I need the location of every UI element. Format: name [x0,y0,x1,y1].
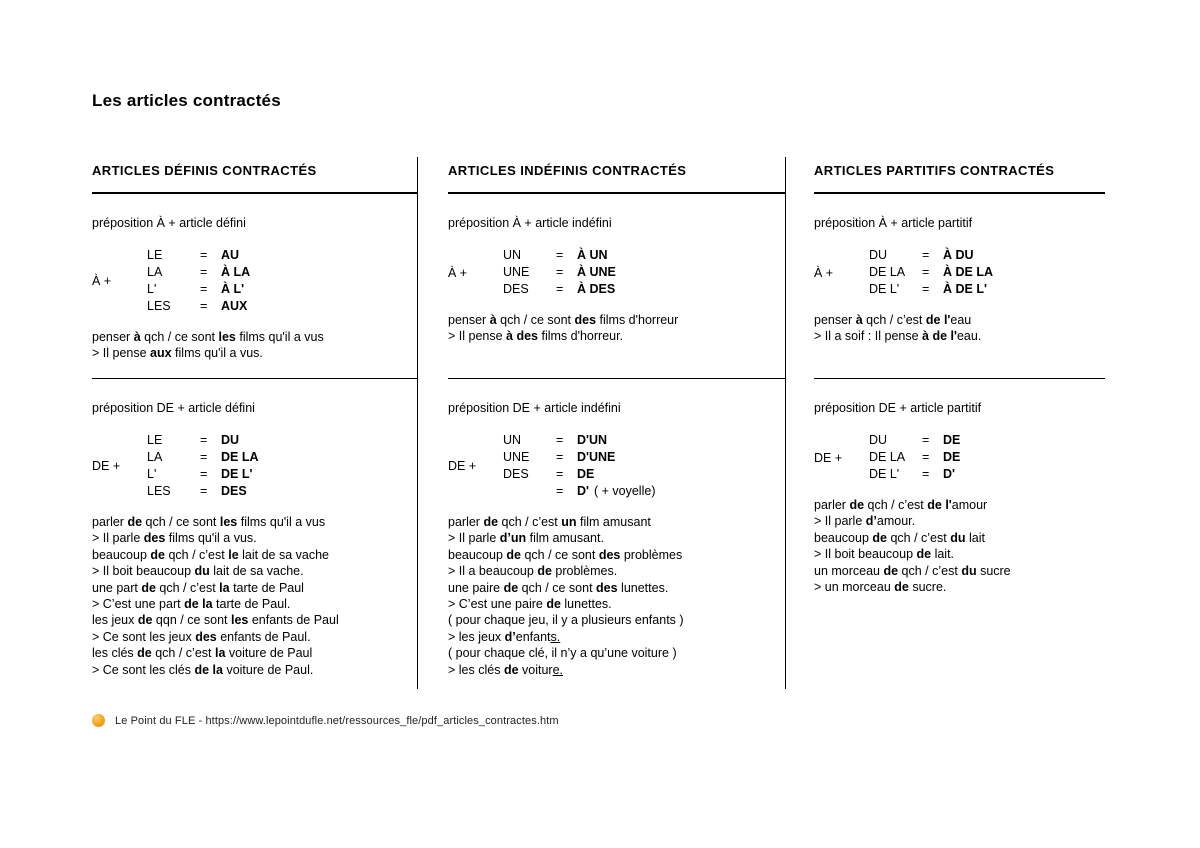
table-row [147,449,259,466]
article-cell: L' [147,282,157,296]
examples-block [448,514,785,678]
article-cell: DE LA [869,265,906,279]
table-rows [147,247,250,315]
column-header-partitifs: ARTICLES PARTITIFS CONTRACTÉS [814,157,1105,194]
result-cell: AUX [221,299,248,313]
table-rows [869,432,960,483]
contraction-table [448,247,785,298]
table-row [147,483,259,500]
result-cell: D'UN [577,433,608,447]
section-label: préposition À + article indéfini [448,216,612,230]
example-line: parler de qch / c’est de l'amour [814,498,988,512]
example-line: penser à qch / ce sont des films d'horreur [448,313,679,327]
section-de-plus-defini [92,379,417,678]
table-row [869,281,993,298]
column-articles-indefinis [417,157,785,689]
example-line: penser à qch / ce sont les films qu'il a vus [92,330,324,344]
article-cell: DES [503,282,529,296]
table-row [147,247,250,264]
equals-sign: = [200,265,208,279]
section-label: préposition À + article partitif [814,216,973,230]
preposition-prefix: DE + [814,450,843,465]
article-cell: DE LA [869,450,906,464]
example-line: > un morceau de sucre. [814,580,947,595]
equals-sign: = [200,450,208,464]
equals-sign: = [922,282,930,296]
contraction-table [814,247,1105,298]
table-rows [503,432,655,500]
example-line: > les clés de voiture. [448,662,564,677]
footer [92,714,559,727]
result-cell: DES [221,484,247,498]
article-cell: LA [147,265,163,279]
table-row [503,466,655,483]
section-label: préposition DE + article défini [92,401,255,415]
example-line: > Il parle des films qu'il a vus. [92,531,257,546]
example-line: parler de qch / c’est un film amusant [448,515,651,529]
column-articles-partitifs [785,157,1105,689]
result-cell: À LA [221,265,251,279]
preposition-prefix: À + [814,265,834,280]
equals-sign: = [922,265,930,279]
example-line: > Ce sont les jeux des enfants de Paul. [92,629,311,644]
result-cell: À UN [577,248,608,262]
equals-sign: = [556,265,564,279]
section-de-plus-partitif [814,379,1105,595]
table-row [869,247,993,264]
result-cell: À DES [577,282,616,296]
result-cell: À DU [943,248,974,262]
equals-sign: = [556,282,564,296]
table-row [869,466,960,483]
example-line: > Ce sont les clés de la voiture de Paul. [92,662,314,677]
result-cell: À UNE [577,265,616,279]
table-row [147,432,259,449]
section-label: préposition À + article défini [92,216,246,230]
article-cell: UN [503,248,522,262]
preposition-prefix: DE + [92,459,121,473]
example-line: beaucoup de qch / ce sont des problèmes [448,547,683,562]
example-line: penser à qch / c’est de l'eau [814,313,972,327]
table-row [503,432,655,449]
result-cell: DE [943,433,961,447]
table-row [869,264,993,281]
equals-sign: = [556,450,564,464]
equals-sign: = [922,248,930,262]
example-line: > C’est une part de la tarte de Paul. [92,597,291,612]
preposition-prefix: À + [92,274,112,288]
table-row [503,264,616,281]
source-attribution: Le Point du FLE - https://www.lepointdufle.net/ressources_fle/pdf_articles_contractes.htm [115,714,559,727]
article-cell: UN [503,433,522,447]
table-rows [503,247,616,298]
table-row [147,281,250,298]
result-cell: À DE LA [943,265,993,279]
section-a-plus-indefini [448,194,785,379]
result-note: ( + voyelle) [594,484,656,498]
section-label: préposition DE + article partitif [814,401,982,415]
article-cell: DU [869,248,888,262]
page-title: Les articles contractés [92,91,281,110]
contraction-table [814,432,1105,483]
section-label: préposition DE + article indéfini [448,401,621,415]
article-cell: DES [503,467,529,481]
equals-sign: = [556,433,564,447]
article-cell: DE L' [869,467,900,481]
result-cell: DE L' [221,467,253,481]
example-line: > Il a soif : Il pense à de l'eau. [814,329,982,344]
contraction-table [92,432,417,500]
equals-sign: = [200,433,208,447]
table-row [503,247,616,264]
result-cell: DE [577,467,595,481]
result-cell: À L' [221,282,245,296]
section-a-plus-partitif [814,194,1105,379]
table-row [147,298,250,315]
result-cell: À DE L' [943,282,987,296]
examples-block [92,329,417,362]
article-cell: L' [147,467,157,481]
equals-sign: = [556,248,564,262]
example-line: ( pour chaque clé, il n’y a qu’une voiture ) [448,646,677,661]
example-line: ( pour chaque jeu, il y a plusieurs enfants ) [448,613,684,628]
equals-sign: = [922,433,930,447]
equals-sign: = [556,467,564,481]
article-cell: LE [147,248,163,262]
result-cell: DE [943,450,961,464]
preposition-prefix: À + [448,265,468,280]
table-row [869,432,960,449]
example-line: les jeux de qqn / ce sont les enfants de Paul [92,613,339,628]
examples-block [814,497,1105,595]
columns-container [92,157,1105,689]
result-cell: D' [577,484,589,498]
example-line: > Il pense aux films qu'il a vus. [92,346,263,361]
article-cell: DU [869,433,888,447]
article-cell: LES [147,484,171,498]
section-a-plus-defini [92,194,417,379]
contraction-table [92,247,417,315]
equals-sign: = [922,450,930,464]
example-line: > Il parle d’amour. [814,514,916,529]
result-cell: DU [221,433,240,447]
table-row [503,483,655,500]
examples-block [92,514,417,678]
article-cell: DE L' [869,282,900,296]
article-cell [503,483,556,500]
example-line: > Il pense à des films d'horreur. [448,329,624,344]
lepointdufle-ball-icon [92,714,105,727]
equals-sign: = [200,282,208,296]
example-line: une paire de qch / ce sont des lunettes. [448,580,669,595]
example-line: > Il a beaucoup de problèmes. [448,564,618,579]
examples-block [814,312,1105,345]
equals-sign: = [200,299,208,313]
article-cell: LA [147,450,163,464]
example-line: les clés de qch / c’est la voiture de Paul [92,646,313,661]
example-line: une part de qch / c’est la tarte de Paul [92,580,304,595]
table-row [503,281,616,298]
column-header-indefinis: ARTICLES INDÉFINIS CONTRACTÉS [448,157,785,194]
preposition-prefix: DE + [448,459,477,473]
example-line: > Il boit beaucoup du lait de sa vache. [92,564,304,579]
table-row [869,449,960,466]
table-row [147,466,259,483]
equals-sign: = [556,484,564,498]
example-line: > les jeux d’enfants. [448,629,561,644]
table-rows [147,432,259,500]
examples-block [448,312,785,345]
example-line: un morceau de qch / c’est du sucre [814,563,1011,578]
column-header-definis: ARTICLES DÉFINIS CONTRACTÉS [92,157,417,194]
result-cell: D'UNE [577,450,616,464]
article-cell: LES [147,299,171,313]
column-articles-definis [92,157,417,689]
contraction-table [448,432,785,500]
equals-sign: = [922,467,930,481]
result-cell: AU [221,248,240,262]
article-cell: LE [147,433,163,447]
example-line: > C’est une paire de lunettes. [448,597,612,612]
table-row [503,449,655,466]
article-cell: UNE [503,450,530,464]
table-row [147,264,250,281]
equals-sign: = [200,484,208,498]
example-line: > Il boit beaucoup de lait. [814,547,955,562]
result-cell: D' [943,467,955,481]
equals-sign: = [200,467,208,481]
equals-sign: = [200,248,208,262]
table-rows [869,247,993,298]
section-de-plus-indefini [448,379,785,678]
example-line: > Il parle d’un film amusant. [448,531,604,546]
example-line: parler de qch / ce sont les films qu'il a vus [92,515,326,529]
article-cell: UNE [503,265,530,279]
result-cell: DE LA [221,450,259,464]
example-line: beaucoup de qch / c’est du lait [814,530,985,545]
example-line: beaucoup de qch / c’est le lait de sa vache [92,547,329,562]
